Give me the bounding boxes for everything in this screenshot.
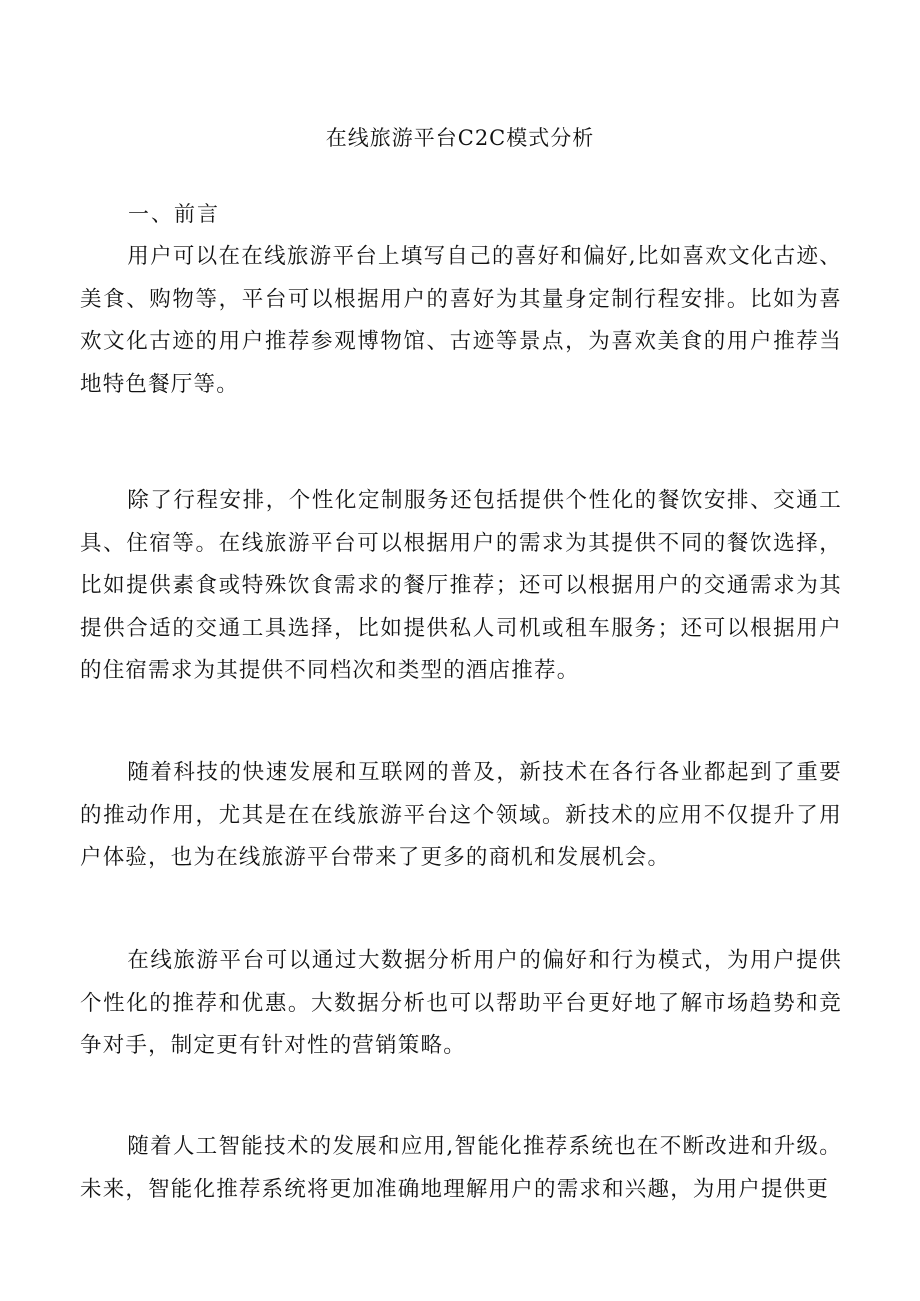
paragraph-1: 用户可以在在线旅游平台上填写自己的喜好和偏好,比如喜欢文化古迹、美食、购物等，平台可以根据用户的喜好为其量身定制行程安排。比如为喜欢文化古迹的用户推荐参观博物馆、古迹等景点，为喜欢美食的用户推荐当地特色餐厅等。 (80, 244, 842, 397)
section-heading: 一、前言 (128, 202, 220, 226)
paragraph-3: 随着科技的快速发展和互联网的普及，新技术在各行各业都起到了重要的推动作用，尤其是在在线旅游平台这个领域。新技术的应用不仅提升了用户体验，也为在线旅游平台带来了更多的商机和发展机会。 (80, 760, 842, 870)
paragraph-2: 除了行程安排，个性化定制服务还包括提供个性化的餐饮安排、交通工具、住宿等。在线旅游平台可以根据用户的需求为其提供不同的餐饮选择，比如提供素食或特殊饮食需求的餐厅推荐；还可以根据用户的交通需求为其提供合适的交通工具选择，比如提供私人司机或租车服务；还可以根据用户的住宿需求为其提供不同档次和类型的酒店推荐。 (80, 488, 842, 683)
paragraph-4: 在线旅游平台可以通过大数据分析用户的偏好和行为模式，为用户提供个性化的推荐和优惠。大数据分析也可以帮助平台更好地了解市场趋势和竞争对手，制定更有针对性的营销策略。 (80, 948, 842, 1058)
paragraph-5: 随着人工智能技术的发展和应用,智能化推荐系统也在不断改进和升级。未来，智能化推荐系统将更加准确地理解用户的需求和兴趣，为用户提供更 (80, 1134, 842, 1202)
document-title: 在线旅游平台C2C模式分析 (325, 126, 595, 150)
